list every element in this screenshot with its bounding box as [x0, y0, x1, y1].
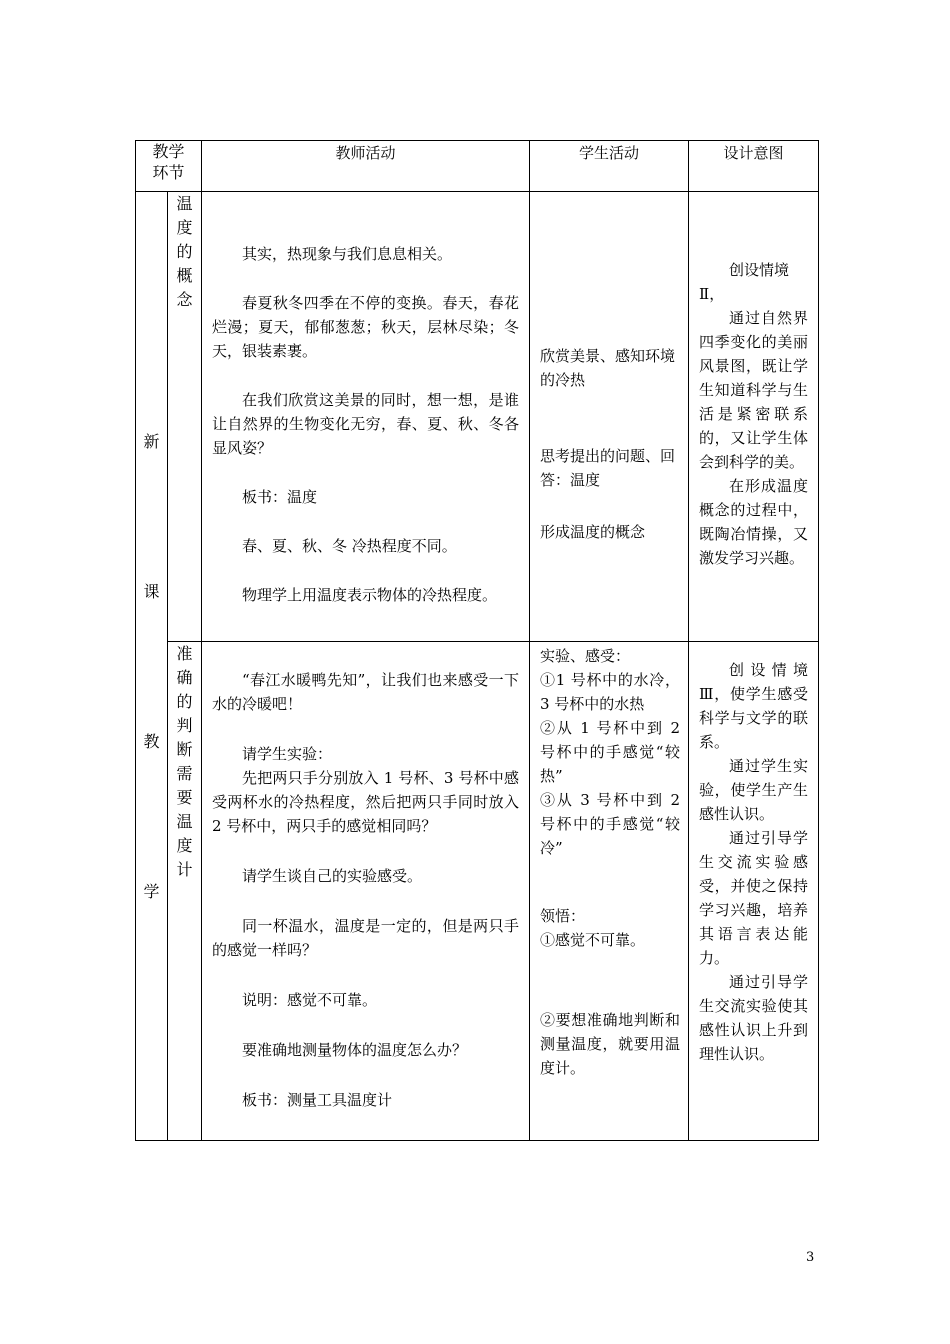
section-char: 新: [143, 432, 160, 451]
section-char: 教: [143, 732, 160, 751]
student-text: ①1 号杯中的水冷，3 号杯中的水热: [540, 671, 680, 714]
teacher-text: 其实，热现象与我们息息相关。: [242, 245, 453, 263]
design-text: 创设情境Ⅱ，: [699, 261, 790, 303]
student-text: ②从 1 号杯中到 2 号杯中的手感觉“较热”: [540, 719, 680, 786]
topic-char: 计: [176, 860, 193, 880]
topic-char: 需: [176, 764, 193, 784]
design-intent: [689, 192, 819, 642]
design-text: 通过自然界四季变化的美丽风景图，既让学生知道科学与生活是紧密联系的，又让学生体会到科学的美。: [699, 309, 808, 471]
teacher-text: 春、夏、秋、冬 冷热程度不同。: [242, 537, 457, 555]
design-intent: [689, 642, 819, 1141]
teacher-text: 板书：测量工具温度计: [242, 1091, 393, 1110]
topic-char: 准: [176, 644, 193, 664]
teacher-text: 物理学上用温度表示物体的冷热程度。: [242, 586, 498, 604]
topic-char: 温: [176, 194, 193, 213]
student-text: 实验、感受：: [540, 647, 631, 666]
section-char: 课: [143, 582, 160, 601]
topic-char: 断: [176, 740, 193, 760]
teacher-text: 同一杯温水，温度是一定的，但是两只手的感觉一样吗？: [212, 917, 519, 960]
teacher-text: 请学生谈自己的实验感受。: [242, 867, 423, 886]
teacher-text: 在我们欣赏这美景的同时，想一想，是谁让自然界的生物变化无穷，春、夏、秋、冬各显风姿？: [212, 391, 519, 457]
design-text: 通过引导学生交流实验感受，并使之保持学习兴趣，培养其语言表达能力。: [699, 829, 808, 968]
topic-label: [168, 192, 202, 642]
teacher-text: 要准确地测量物体的温度怎么办？: [242, 1041, 468, 1060]
teacher-activity: [202, 642, 530, 1141]
topic-char: 温: [176, 812, 193, 832]
design-text: 创设情境Ⅲ，使学生感受科学与文学的联系。: [699, 661, 808, 752]
header-row: [136, 141, 819, 192]
teacher-activity: [202, 192, 530, 642]
student-activity: [530, 642, 689, 1141]
topic-char: 度: [176, 836, 193, 856]
topic-char: 概: [176, 266, 193, 285]
section-char: 学: [143, 882, 160, 901]
teacher-text: 板书：温度: [242, 488, 318, 506]
topic-char: 判: [176, 716, 193, 736]
topic-char: 度: [176, 218, 193, 237]
design-text: 通过引导学生交流实验使其感性认识上升到理性认识。: [699, 973, 808, 1064]
header-student: 学生活动: [530, 141, 689, 192]
student-text: 形成温度的概念: [540, 523, 646, 541]
student-activity: [530, 192, 689, 642]
table-row: [136, 642, 819, 1141]
design-text: 在形成温度概念的过程中，既陶冶情操，又激发学习兴趣。: [699, 477, 808, 567]
header-stage: [136, 141, 202, 192]
header-design: 设计意图: [689, 141, 819, 192]
student-text: 欣赏美景、感知环境的冷热: [540, 347, 676, 389]
student-text: ①感觉不可靠。: [540, 931, 646, 950]
student-text: 领悟：: [540, 907, 586, 926]
topic-char: 要: [176, 788, 193, 808]
lesson-plan-table: [135, 140, 819, 1141]
student-text: ②要想准确地判断和测量温度，就要用温度计。: [540, 1011, 680, 1078]
page-number: 3: [806, 1250, 815, 1265]
topic-char: 的: [176, 692, 193, 712]
topic-char: 的: [176, 242, 193, 261]
teacher-text: 春夏秋冬四季在不停的变换。春天，春花烂漫；夏天，郁郁葱葱；秋天，层林尽染；冬天，银装素裹。: [212, 294, 519, 360]
design-text: 通过学生实验，使学生产生感性认识。: [699, 757, 808, 824]
teacher-text: 请学生实验：: [242, 745, 333, 764]
topic-label: [168, 642, 202, 1141]
teacher-text: 说明：感觉不可靠。: [242, 991, 378, 1010]
header-teacher: 教师活动: [202, 141, 530, 192]
teacher-text: “春江水暖鸭先知”，让我们也来感受一下水的冷暖吧！: [212, 671, 519, 714]
table-row: [136, 192, 819, 642]
teacher-text: 先把两只手分别放入 1 号杯、3 号杯中感受两杯水的冷热程度，然后把两只手同时放入 2 号杯中，两只手的感觉相同吗？: [212, 769, 519, 836]
section-label: [136, 192, 168, 1141]
topic-char: 念: [176, 290, 193, 309]
header-stage-text: 教学环节: [152, 142, 185, 182]
student-text: 思考提出的问题、回答：温度: [540, 447, 676, 489]
student-text: ③从 3 号杯中到 2 号杯中的手感觉“较冷”: [540, 791, 680, 858]
topic-char: 确: [176, 668, 193, 688]
